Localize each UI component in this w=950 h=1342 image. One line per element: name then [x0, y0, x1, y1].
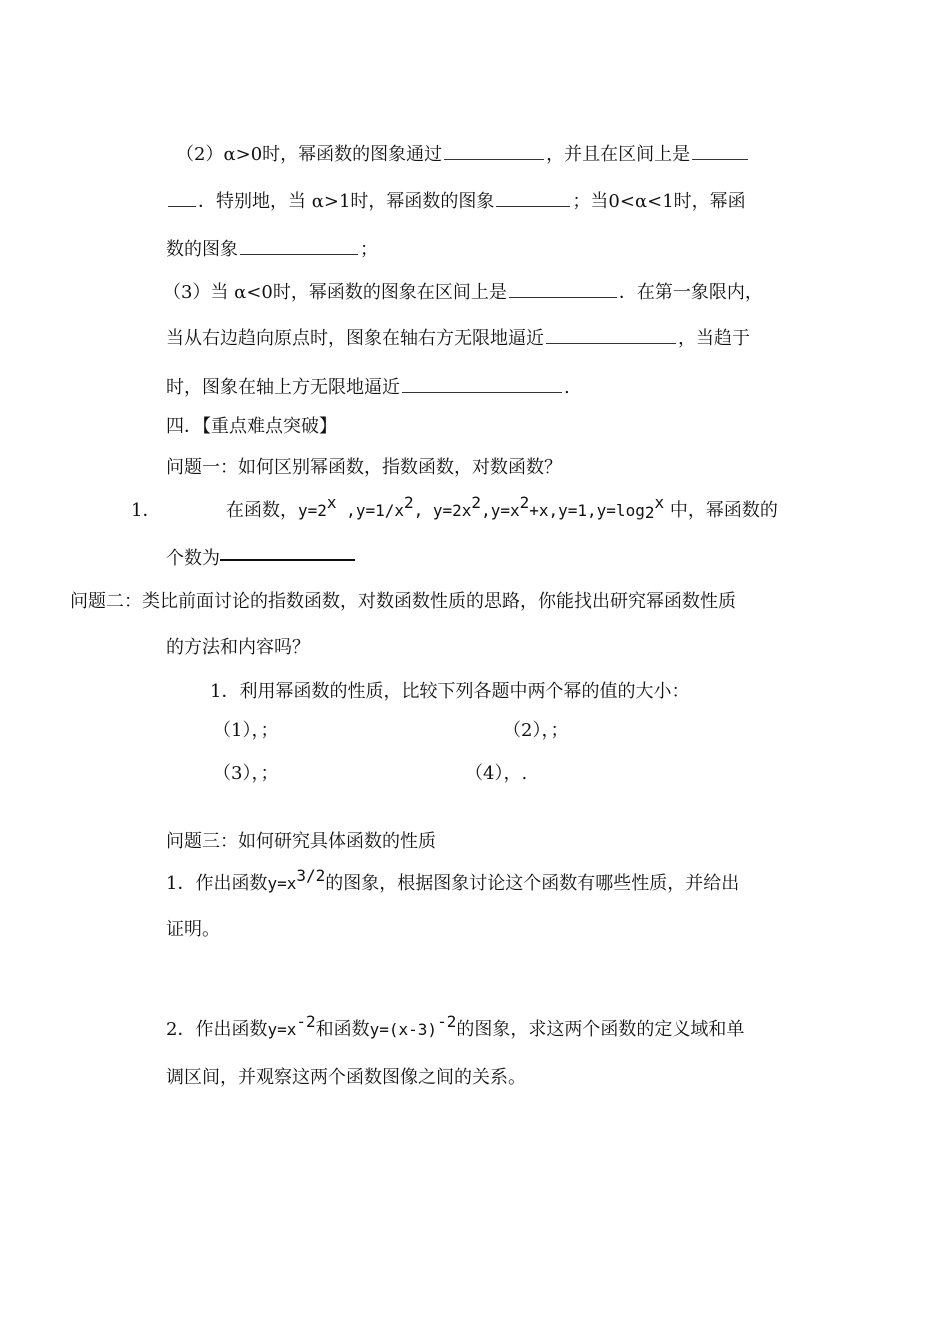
blank-2: [692, 158, 748, 160]
q2-part-2: （2），；: [503, 720, 569, 741]
q1-f2-sup: 2: [403, 493, 414, 512]
q3-item1: [166, 866, 740, 896]
q1-f4b: +x,y=1,y=log: [529, 501, 645, 520]
q3-item2-cont: 调区间，并观察这两个函数图像之间的关系。: [166, 1067, 526, 1088]
answer-line: [220, 558, 355, 561]
section4-heading: 四．【重点难点突破】: [166, 416, 337, 437]
blank-1: [444, 158, 544, 160]
q3-item2-sup1: -2: [296, 1012, 316, 1031]
blank-8: [402, 391, 562, 393]
q2-title-2: 的方法和内容吗？: [166, 637, 310, 658]
q1-f5-sub: 2: [644, 503, 655, 522]
q1-item-text: [226, 493, 778, 523]
q3-item1-b: 的图象，根据图象讨论这个函数有哪些性质，并给出: [325, 873, 740, 894]
sec2-line1: [176, 143, 750, 167]
blank-4: [496, 205, 570, 207]
q3-item1-f: y=x: [267, 874, 297, 893]
q1-item-number: 1．: [131, 500, 161, 521]
q3-item2-b: 和函数: [315, 1019, 370, 1040]
q3-item2-sup2: -2: [437, 1012, 457, 1031]
sec2-text-1a: （2）α>0时，幂函数的图象通过: [176, 144, 443, 165]
q1-f5-sup: x: [654, 493, 665, 512]
sec2-text-3a: 数的图象: [166, 239, 238, 260]
q3-item1-cont: 证明。: [166, 919, 220, 940]
q1-text-a: 在函数，: [226, 500, 298, 521]
q1-f4: ,y=x: [481, 501, 520, 520]
q1-line2-text: 个数为: [166, 548, 220, 569]
sec3-text-2b: ，当趋于: [678, 328, 750, 349]
sec3-text-2a: 当从右边趋向原点时，图象在轴右方无限地逼近: [166, 328, 544, 349]
q1-text-b: 中，幂函数的: [664, 500, 778, 521]
q1-f4-sup: 2: [519, 493, 530, 512]
q3-item2-a: 2．作出函数: [166, 1019, 268, 1040]
sec3-text-3b: .: [564, 377, 570, 398]
sec3-text-1a: （3）当 α<0时，幂函数的图象在区间上是: [163, 282, 507, 303]
sec3-text-3a: 时，图象在轴上方无限地逼近: [166, 377, 400, 398]
q2-title: 问题二：类比前面讨论的指数函数，对数函数性质的思路，你能找出研究幂函数性质: [70, 591, 736, 612]
sec2-text-1b: ，并且在区间上是: [546, 144, 691, 165]
q3-item2-c: 的图象，求这两个函数的定义域和单: [456, 1019, 745, 1040]
sec2-line3: [166, 238, 378, 262]
sec3-line1: [163, 281, 763, 305]
sec3-line2: [166, 327, 750, 351]
q1-f2: ,y=1/x: [336, 501, 404, 520]
q1-f1: y=2: [298, 501, 327, 520]
q1-title: 问题一：如何区别幂函数，指数函数，对数函数？: [166, 457, 562, 478]
q1-f3: , y=2x: [413, 501, 472, 520]
q1-line2: [166, 547, 355, 571]
q3-item2-f2: y=(x-3): [369, 1020, 438, 1039]
sec2-text-3b: ；: [360, 239, 378, 260]
blank-7: [546, 342, 676, 344]
q3-item1-sup: 3/2: [296, 866, 326, 885]
sec2-text-2a: ．特别地，当 α>1时，幂函数的图象: [198, 191, 495, 212]
q3-item1-a: 1．作出函数: [166, 873, 268, 894]
q1-f3-sup: 2: [471, 493, 482, 512]
q3-item2-f1: y=x: [267, 1020, 297, 1039]
q2-part-1: （1），；: [213, 720, 279, 741]
blank-5: [240, 253, 358, 255]
blank-6: [509, 296, 617, 298]
q2-part-4: （4），.: [465, 763, 528, 784]
sec2-text-2b: ；当0<α<1时，幂函: [572, 191, 746, 212]
blank-3: [168, 205, 196, 207]
q1-f1-sup: x: [326, 493, 337, 512]
sec2-line2: [166, 190, 746, 214]
sec3-line3: [166, 376, 570, 400]
q3-item2: [166, 1012, 745, 1042]
sec3-text-1b: ．在第一象限内，: [618, 282, 763, 303]
q3-title: 问题三：如何研究具体函数的性质: [166, 831, 436, 852]
q2-item1: 1．利用幂函数的性质，比较下列各题中两个幂的值的大小：: [210, 681, 690, 702]
q2-part-3: （3），；: [213, 763, 279, 784]
